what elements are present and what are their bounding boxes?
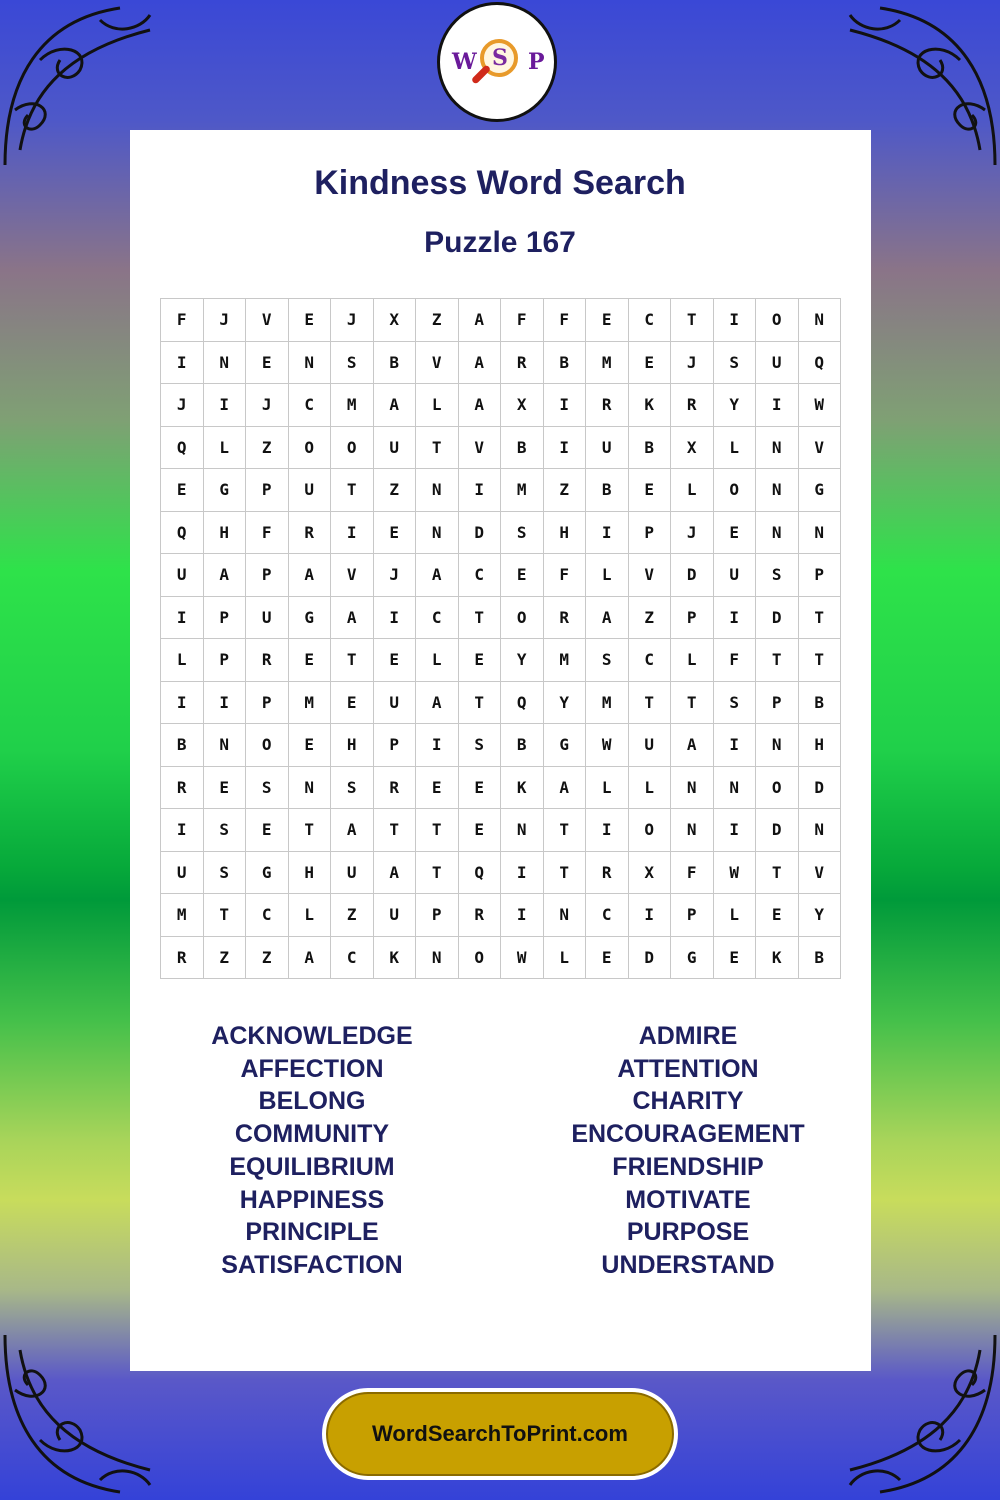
grid-cell[interactable]: Q	[161, 512, 204, 555]
grid-cell[interactable]: N	[671, 767, 714, 810]
grid-cell[interactable]: B	[629, 427, 672, 470]
grid-cell[interactable]: S	[459, 724, 502, 767]
grid-cell[interactable]: S	[714, 342, 757, 385]
grid-cell[interactable]: P	[756, 682, 799, 725]
grid-cell[interactable]: I	[714, 299, 757, 342]
grid-cell[interactable]: E	[629, 342, 672, 385]
grid-cell[interactable]: T	[459, 682, 502, 725]
grid-cell[interactable]: J	[161, 384, 204, 427]
grid-cell[interactable]: E	[289, 299, 332, 342]
grid-cell[interactable]: P	[799, 554, 842, 597]
grid-cell[interactable]: O	[756, 767, 799, 810]
grid-cell[interactable]: P	[246, 554, 289, 597]
grid-cell[interactable]: M	[586, 342, 629, 385]
grid-cell[interactable]: P	[246, 682, 289, 725]
grid-cell[interactable]: F	[544, 554, 587, 597]
grid-cell[interactable]: T	[416, 427, 459, 470]
grid-cell[interactable]: K	[756, 937, 799, 980]
grid-cell[interactable]: J	[374, 554, 417, 597]
grid-cell[interactable]: O	[629, 809, 672, 852]
grid-cell[interactable]: V	[246, 299, 289, 342]
grid-cell[interactable]: D	[799, 767, 842, 810]
grid-cell[interactable]: O	[289, 427, 332, 470]
grid-cell[interactable]: U	[374, 894, 417, 937]
grid-cell[interactable]: A	[204, 554, 247, 597]
grid-cell[interactable]: G	[671, 937, 714, 980]
grid-cell[interactable]: N	[289, 767, 332, 810]
grid-cell[interactable]: S	[714, 682, 757, 725]
grid-cell[interactable]: O	[756, 299, 799, 342]
grid-cell[interactable]: V	[629, 554, 672, 597]
grid-cell[interactable]: A	[331, 809, 374, 852]
grid-cell[interactable]: N	[544, 894, 587, 937]
grid-cell[interactable]: A	[544, 767, 587, 810]
grid-cell[interactable]: A	[331, 597, 374, 640]
grid-cell[interactable]: Z	[246, 937, 289, 980]
grid-cell[interactable]: N	[416, 512, 459, 555]
grid-cell[interactable]: I	[501, 852, 544, 895]
word-list-right	[498, 1020, 878, 1282]
grid-cell[interactable]: U	[714, 554, 757, 597]
grid-cell[interactable]: E	[459, 639, 502, 682]
grid-cell[interactable]: C	[331, 937, 374, 980]
grid-cell[interactable]: I	[161, 597, 204, 640]
grid-cell[interactable]: D	[629, 937, 672, 980]
grid-cell[interactable]: H	[289, 852, 332, 895]
grid-cell[interactable]: W	[714, 852, 757, 895]
grid-cell[interactable]: Y	[501, 639, 544, 682]
grid-cell[interactable]: T	[756, 639, 799, 682]
grid-cell[interactable]: M	[544, 639, 587, 682]
grid-cell[interactable]: E	[204, 767, 247, 810]
word-item: UNDERSTAND	[601, 1250, 775, 1279]
grid-cell[interactable]: M	[501, 469, 544, 512]
grid-cell[interactable]: I	[161, 682, 204, 725]
grid-cell[interactable]: Z	[374, 469, 417, 512]
grid-cell[interactable]: R	[161, 937, 204, 980]
grid-cell[interactable]: D	[671, 554, 714, 597]
grid-cell[interactable]: F	[671, 852, 714, 895]
grid-cell[interactable]: N	[714, 767, 757, 810]
grid-cell[interactable]: A	[289, 937, 332, 980]
grid-cell[interactable]: R	[161, 767, 204, 810]
grid-cell[interactable]: I	[714, 809, 757, 852]
grid-cell[interactable]: U	[289, 469, 332, 512]
grid-cell[interactable]: G	[246, 852, 289, 895]
grid-cell[interactable]: T	[671, 682, 714, 725]
grid-cell[interactable]: F	[714, 639, 757, 682]
grid-cell[interactable]: R	[459, 894, 502, 937]
grid-cell[interactable]: N	[204, 342, 247, 385]
grid-cell[interactable]: C	[289, 384, 332, 427]
grid-cell[interactable]: Z	[246, 427, 289, 470]
grid-cell[interactable]: E	[331, 682, 374, 725]
grid-cell[interactable]: X	[629, 852, 672, 895]
grid-cell[interactable]: U	[246, 597, 289, 640]
word-item: FRIENDSHIP	[612, 1152, 764, 1181]
letter-grid	[160, 298, 841, 979]
logo-letter-s: S	[492, 45, 508, 71]
grid-cell[interactable]: M	[161, 894, 204, 937]
grid-cell[interactable]: T	[799, 597, 842, 640]
grid-cell[interactable]: U	[161, 852, 204, 895]
grid-cell[interactable]: A	[459, 384, 502, 427]
grid-cell[interactable]: T	[416, 809, 459, 852]
grid-cell[interactable]: T	[416, 852, 459, 895]
grid-cell[interactable]: P	[629, 512, 672, 555]
grid-cell[interactable]: B	[799, 937, 842, 980]
grid-cell[interactable]: I	[331, 512, 374, 555]
grid-cell[interactable]: I	[501, 894, 544, 937]
grid-cell[interactable]: B	[501, 724, 544, 767]
grid-cell[interactable]: K	[629, 384, 672, 427]
grid-cell[interactable]: G	[544, 724, 587, 767]
grid-cell[interactable]: F	[544, 299, 587, 342]
word-item: PURPOSE	[626, 1218, 750, 1247]
grid-cell[interactable]: R	[586, 852, 629, 895]
grid-cell[interactable]: X	[374, 299, 417, 342]
grid-cell[interactable]: L	[586, 554, 629, 597]
grid-cell[interactable]: I	[544, 384, 587, 427]
puzzle-number: Puzzle 167	[424, 226, 576, 259]
logo-letter-w: W	[452, 49, 477, 75]
grid-cell[interactable]: Y	[544, 682, 587, 725]
word-item: HAPPINESS	[239, 1185, 385, 1214]
grid-cell[interactable]: L	[671, 639, 714, 682]
grid-cell[interactable]: L	[629, 767, 672, 810]
word-item: MOTIVATE	[625, 1185, 751, 1214]
grid-cell[interactable]: P	[204, 639, 247, 682]
grid-cell[interactable]: Z	[544, 469, 587, 512]
grid-cell[interactable]: O	[501, 597, 544, 640]
wsp-logo	[437, 2, 557, 122]
grid-cell[interactable]: Z	[629, 597, 672, 640]
grid-cell[interactable]: T	[799, 639, 842, 682]
grid-cell[interactable]: H	[204, 512, 247, 555]
grid-cell[interactable]: N	[799, 512, 842, 555]
grid-cell[interactable]: N	[671, 809, 714, 852]
grid-cell[interactable]: N	[416, 469, 459, 512]
grid-cell[interactable]: E	[459, 767, 502, 810]
grid-cell[interactable]: J	[671, 342, 714, 385]
grid-cell[interactable]: R	[501, 342, 544, 385]
grid-cell[interactable]: R	[374, 767, 417, 810]
grid-cell[interactable]: I	[204, 682, 247, 725]
grid-cell[interactable]: L	[714, 427, 757, 470]
grid-cell[interactable]: S	[331, 342, 374, 385]
grid-cell[interactable]: S	[331, 767, 374, 810]
grid-cell[interactable]: F	[501, 299, 544, 342]
grid-cell[interactable]: C	[416, 597, 459, 640]
grid-cell[interactable]: Z	[416, 299, 459, 342]
grid-cell[interactable]: L	[671, 469, 714, 512]
grid-cell[interactable]: I	[714, 724, 757, 767]
grid-cell[interactable]: E	[289, 724, 332, 767]
grid-cell[interactable]: S	[756, 554, 799, 597]
grid-cell[interactable]: Y	[714, 384, 757, 427]
grid-cell[interactable]: D	[459, 512, 502, 555]
grid-cell[interactable]: V	[459, 427, 502, 470]
grid-cell[interactable]: N	[756, 469, 799, 512]
grid-cell[interactable]: W	[501, 937, 544, 980]
grid-cell[interactable]: A	[374, 384, 417, 427]
grid-cell[interactable]: V	[331, 554, 374, 597]
grid-cell[interactable]: N	[501, 809, 544, 852]
grid-cell[interactable]: A	[416, 682, 459, 725]
grid-cell[interactable]: G	[289, 597, 332, 640]
grid-cell[interactable]: A	[586, 597, 629, 640]
grid-cell[interactable]: U	[374, 427, 417, 470]
grid-cell[interactable]: R	[544, 597, 587, 640]
grid-cell[interactable]: R	[671, 384, 714, 427]
grid-cell[interactable]: C	[629, 639, 672, 682]
grid-cell[interactable]: J	[246, 384, 289, 427]
grid-cell[interactable]: E	[374, 639, 417, 682]
grid-cell[interactable]: S	[204, 809, 247, 852]
grid-cell[interactable]: I	[161, 342, 204, 385]
grid-cell[interactable]: A	[289, 554, 332, 597]
grid-cell[interactable]: E	[629, 469, 672, 512]
grid-cell[interactable]: Q	[459, 852, 502, 895]
grid-cell[interactable]: U	[629, 724, 672, 767]
grid-cell[interactable]: W	[586, 724, 629, 767]
grid-cell[interactable]: I	[416, 724, 459, 767]
grid-cell[interactable]: N	[799, 809, 842, 852]
grid-cell[interactable]: E	[161, 469, 204, 512]
grid-cell[interactable]: L	[714, 894, 757, 937]
grid-cell[interactable]: I	[756, 384, 799, 427]
grid-cell[interactable]: R	[246, 639, 289, 682]
grid-cell[interactable]: L	[544, 937, 587, 980]
grid-cell[interactable]: C	[246, 894, 289, 937]
grid-cell[interactable]: E	[714, 937, 757, 980]
grid-cell[interactable]: U	[756, 342, 799, 385]
grid-cell[interactable]: N	[204, 724, 247, 767]
grid-cell[interactable]: J	[331, 299, 374, 342]
grid-cell[interactable]: D	[756, 809, 799, 852]
grid-cell[interactable]: F	[161, 299, 204, 342]
grid-cell[interactable]: O	[459, 937, 502, 980]
grid-cell[interactable]: B	[799, 682, 842, 725]
grid-cell[interactable]: H	[799, 724, 842, 767]
grid-cell[interactable]: U	[161, 554, 204, 597]
grid-cell[interactable]: E	[586, 299, 629, 342]
grid-cell[interactable]: T	[756, 852, 799, 895]
grid-cell[interactable]: P	[204, 597, 247, 640]
grid-cell[interactable]: E	[459, 809, 502, 852]
grid-cell[interactable]: I	[204, 384, 247, 427]
word-item: SATISFACTION	[221, 1250, 403, 1279]
grid-cell[interactable]: E	[756, 894, 799, 937]
grid-cell[interactable]: C	[459, 554, 502, 597]
grid-cell[interactable]: A	[671, 724, 714, 767]
grid-cell[interactable]: L	[416, 384, 459, 427]
grid-cell[interactable]: F	[246, 512, 289, 555]
grid-cell[interactable]: V	[799, 427, 842, 470]
grid-cell[interactable]: T	[459, 597, 502, 640]
grid-cell[interactable]: I	[714, 597, 757, 640]
grid-cell[interactable]: X	[671, 427, 714, 470]
grid-cell[interactable]: M	[586, 682, 629, 725]
grid-cell[interactable]: E	[501, 554, 544, 597]
word-item: BELONG	[258, 1087, 366, 1116]
grid-cell[interactable]: W	[799, 384, 842, 427]
grid-cell[interactable]: N	[799, 299, 842, 342]
grid-cell[interactable]: E	[374, 512, 417, 555]
grid-cell[interactable]: T	[331, 469, 374, 512]
grid-cell[interactable]: L	[204, 427, 247, 470]
grid-cell[interactable]: S	[204, 852, 247, 895]
grid-cell[interactable]: N	[756, 427, 799, 470]
word-item: AFFECTION	[240, 1054, 384, 1083]
grid-cell[interactable]: I	[161, 809, 204, 852]
grid-cell[interactable]: M	[331, 384, 374, 427]
word-item: PRINCIPLE	[245, 1218, 379, 1247]
grid-cell[interactable]: A	[459, 342, 502, 385]
grid-cell[interactable]: P	[671, 597, 714, 640]
grid-cell[interactable]: T	[671, 299, 714, 342]
grid-cell[interactable]: Q	[501, 682, 544, 725]
grid-cell[interactable]: O	[331, 427, 374, 470]
grid-cell[interactable]: I	[544, 427, 587, 470]
word-item: ADMIRE	[638, 1022, 738, 1050]
grid-cell[interactable]: T	[629, 682, 672, 725]
grid-cell[interactable]: R	[289, 512, 332, 555]
grid-cell[interactable]: B	[501, 427, 544, 470]
grid-cell[interactable]: H	[544, 512, 587, 555]
grid-cell[interactable]: B	[161, 724, 204, 767]
grid-cell[interactable]: N	[289, 342, 332, 385]
grid-cell[interactable]: I	[586, 809, 629, 852]
grid-cell[interactable]: T	[544, 809, 587, 852]
grid-cell[interactable]: B	[374, 342, 417, 385]
grid-cell[interactable]: T	[374, 809, 417, 852]
grid-cell[interactable]: R	[586, 384, 629, 427]
grid-cell[interactable]: S	[246, 767, 289, 810]
grid-cell[interactable]: Y	[799, 894, 842, 937]
grid-cell[interactable]: D	[756, 597, 799, 640]
grid-cell[interactable]: U	[331, 852, 374, 895]
grid-cell[interactable]: Q	[161, 427, 204, 470]
grid-cell[interactable]: E	[586, 937, 629, 980]
grid-cell[interactable]: Z	[331, 894, 374, 937]
grid-cell[interactable]: A	[459, 299, 502, 342]
grid-cell[interactable]: N	[756, 724, 799, 767]
grid-cell[interactable]: H	[331, 724, 374, 767]
grid-cell[interactable]: X	[501, 384, 544, 427]
grid-cell[interactable]: J	[204, 299, 247, 342]
grid-cell[interactable]: P	[246, 469, 289, 512]
grid-cell[interactable]: T	[544, 852, 587, 895]
grid-cell[interactable]: V	[416, 342, 459, 385]
grid-cell[interactable]: E	[246, 342, 289, 385]
grid-cell[interactable]: G	[204, 469, 247, 512]
word-item: ACKNOWLEDGE	[211, 1022, 413, 1050]
word-list-left	[122, 1020, 502, 1282]
grid-cell[interactable]: A	[374, 852, 417, 895]
grid-cell[interactable]: U	[586, 427, 629, 470]
grid-cell[interactable]: T	[331, 639, 374, 682]
word-item: COMMUNITY	[234, 1120, 390, 1149]
grid-cell[interactable]: B	[586, 469, 629, 512]
grid-cell[interactable]: L	[586, 767, 629, 810]
grid-cell[interactable]: E	[289, 639, 332, 682]
grid-cell[interactable]: L	[416, 639, 459, 682]
word-item: ENCOURAGEMENT	[571, 1120, 805, 1149]
grid-cell[interactable]: B	[544, 342, 587, 385]
grid-cell[interactable]: G	[799, 469, 842, 512]
word-item: EQUILIBRIUM	[229, 1152, 395, 1181]
grid-cell[interactable]: C	[629, 299, 672, 342]
grid-cell[interactable]: Q	[799, 342, 842, 385]
grid-cell[interactable]: O	[246, 724, 289, 767]
grid-cell[interactable]: I	[629, 894, 672, 937]
grid-cell[interactable]: E	[714, 512, 757, 555]
grid-cell[interactable]: I	[459, 469, 502, 512]
grid-cell[interactable]: Z	[204, 937, 247, 980]
grid-cell[interactable]: J	[671, 512, 714, 555]
grid-cell[interactable]: S	[586, 639, 629, 682]
grid-cell[interactable]: L	[161, 639, 204, 682]
grid-cell[interactable]: P	[671, 894, 714, 937]
grid-cell[interactable]: K	[374, 937, 417, 980]
grid-cell[interactable]: I	[586, 512, 629, 555]
grid-cell[interactable]: S	[501, 512, 544, 555]
grid-cell[interactable]: P	[374, 724, 417, 767]
grid-cell[interactable]: I	[374, 597, 417, 640]
grid-cell[interactable]: E	[246, 809, 289, 852]
grid-cell[interactable]: P	[416, 894, 459, 937]
word-item: CHARITY	[632, 1087, 744, 1116]
logo-letter-p: P	[528, 49, 545, 75]
grid-cell[interactable]: A	[416, 554, 459, 597]
grid-cell[interactable]: O	[714, 469, 757, 512]
website-button[interactable]: WordSearchToPrint.com	[322, 1388, 678, 1480]
grid-cell[interactable]: K	[501, 767, 544, 810]
page-title: Kindness Word Search	[314, 164, 686, 202]
grid-cell[interactable]: E	[416, 767, 459, 810]
grid-cell[interactable]: T	[204, 894, 247, 937]
grid-cell[interactable]: M	[289, 682, 332, 725]
grid-cell[interactable]: V	[799, 852, 842, 895]
grid-cell[interactable]: N	[416, 937, 459, 980]
word-item: ATTENTION	[617, 1054, 759, 1083]
grid-cell[interactable]: N	[756, 512, 799, 555]
grid-cell[interactable]: U	[374, 682, 417, 725]
grid-cell[interactable]: L	[289, 894, 332, 937]
grid-cell[interactable]: T	[289, 809, 332, 852]
grid-cell[interactable]: C	[586, 894, 629, 937]
